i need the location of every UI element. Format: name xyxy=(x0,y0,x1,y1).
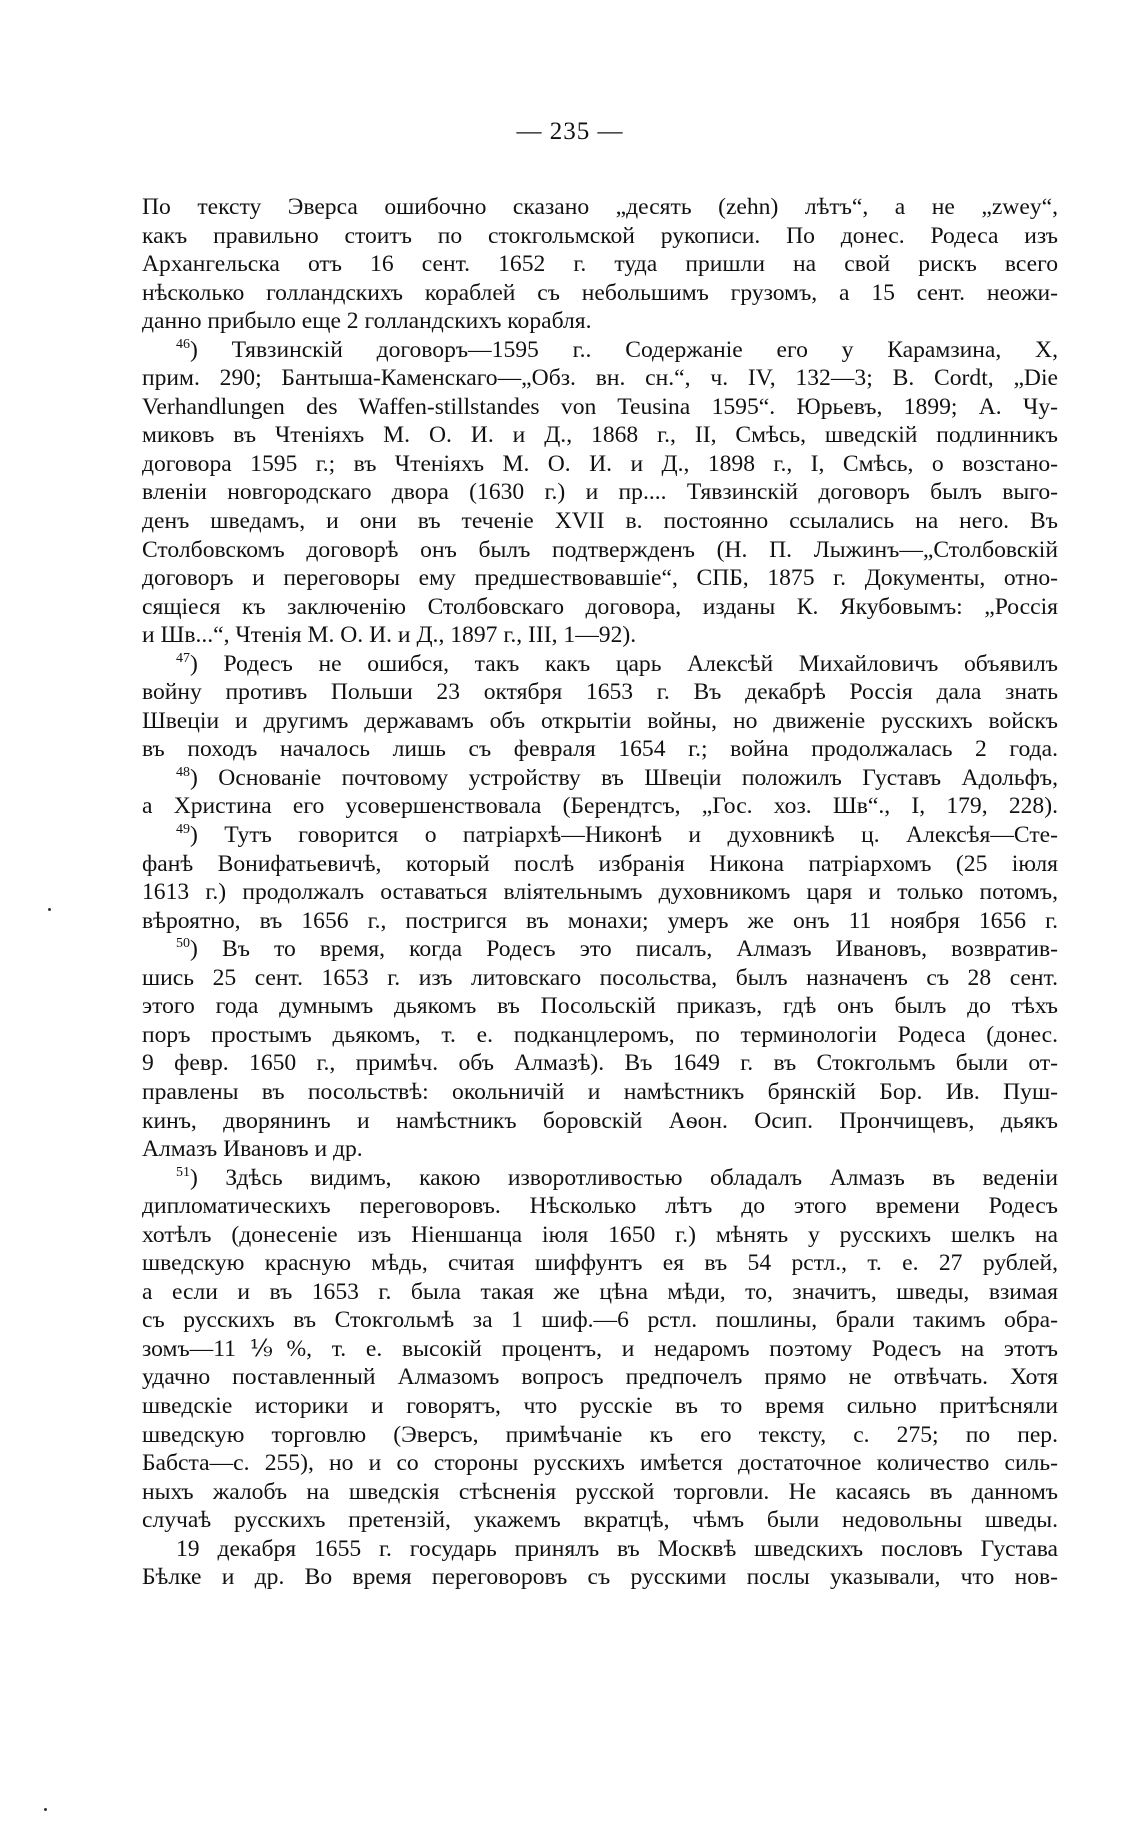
line-text: ныхъ жалобъ на шведскія стѣсненія русской торговли. Не касаясь въ данномъ xyxy=(142,1478,1058,1505)
line-text: дипломатическихъ переговоровъ. Нѣсколько лѣтъ до этого времени Родесъ xyxy=(142,1193,1058,1220)
text-line xyxy=(142,1563,1058,1592)
text-line xyxy=(142,735,1058,764)
text-line xyxy=(142,421,1058,450)
text-line xyxy=(142,1249,1058,1278)
text-line xyxy=(142,593,1058,622)
text-line xyxy=(142,478,1058,507)
text-line xyxy=(142,222,1058,251)
line-text: Verhandlungen des Waffen-stillstandes von Teusina 1595“. Юрьевъ, 1899; А. Чу- xyxy=(142,393,1058,420)
footnote-text-block xyxy=(142,193,1058,1592)
scan-speck xyxy=(48,908,51,911)
line-text: кинъ, дворянинъ и намѣстникъ боровскій Аѳон. Осип. Прончищевъ, дьякъ xyxy=(142,1107,1058,1134)
text-line xyxy=(142,1049,1058,1078)
text-line xyxy=(142,1449,1058,1478)
footnote-line-start xyxy=(142,650,1058,679)
text-line xyxy=(142,707,1058,736)
footnote-marker: 47 xyxy=(176,650,190,666)
text-line xyxy=(142,1192,1058,1221)
line-text: какъ правильно стоитъ по стокгольмской рукописи. По донес. Родеса изъ xyxy=(142,222,1058,249)
line-text: а Христина его усовершенствовала (Берендтсъ, „Гос. хоз. Шв“., I, 179, 228). xyxy=(142,793,1058,820)
text-line xyxy=(142,792,1058,821)
line-text: По тексту Эверса ошибочно сказано „десять (zehn) лѣтъ“, а не „zwey“, xyxy=(142,194,1058,220)
line-text: шведскую красную мѣдь, считая шиффунтъ ея въ 54 рстл., т. е. 27 рублей, xyxy=(142,1250,1058,1277)
text-line xyxy=(142,307,1058,336)
line-text: поръ простымъ дьякомъ, т. е. подканцлеромъ, по терминологіи Родеса (донес. xyxy=(142,1021,1058,1048)
line-text: хотѣлъ (донесеніе изъ Ніеншанца іюля 1650 г.) мѣнять у русскихъ шелкъ на xyxy=(142,1221,1058,1248)
footnote-line-start xyxy=(142,935,1058,964)
text-line xyxy=(142,992,1058,1021)
line-text: миковъ въ Чтеніяхъ М. О. И. и Д., 1868 г., II, Смѣсь, шведскій подлинникъ xyxy=(142,422,1058,449)
line-text: шись 25 сент. 1653 г. изъ литовскаго посольства, былъ назначенъ съ 28 сент. xyxy=(142,964,1058,991)
text-line xyxy=(142,279,1058,308)
text-line xyxy=(142,1278,1058,1307)
line-text: вленіи новгородскаго двора (1630 г.) и пр.... Тявзинскій договоръ былъ выго- xyxy=(142,479,1058,506)
line-text: денъ шведамъ, и они въ теченіе XVII в. постоянно ссылались на него. Въ xyxy=(142,508,1058,535)
line-text: Бѣлке и др. Во время переговоровъ съ русскими послы указывали, что нов- xyxy=(142,1564,1058,1591)
line-text: Столбовскомъ договорѣ онъ былъ подтвержденъ (Н. П. Лыжинъ—„Столбовскій xyxy=(142,536,1058,563)
text-line xyxy=(142,850,1058,879)
line-text: а если и въ 1653 г. была такая же цѣна мѣди, то, значитъ, шведы, взимая xyxy=(142,1278,1058,1305)
text-line xyxy=(142,1535,1058,1564)
line-text: Алмазъ Ивановъ и др. xyxy=(142,1136,363,1163)
footnote-marker: 51 xyxy=(176,1164,190,1180)
line-text: Бабста—с. 255), но и со стороны русскихъ имѣется достаточное количество силь- xyxy=(142,1450,1058,1477)
line-text: зомъ—11⅑%, т. е. высокій процентъ, и недаромъ поэтому Родесъ на этотъ xyxy=(142,1335,1058,1362)
line-text: шведскіе историки и говорятъ, что русскіе въ то время сильно притѣсняли xyxy=(142,1392,1058,1419)
footnote-line-start xyxy=(142,1164,1058,1193)
line-text: войну противъ Польши 23 октября 1653 г. Въ декабрѣ Россія дала знать xyxy=(142,679,1058,706)
line-text: договоръ и переговоры ему предшествовавшіе“, СПБ, 1875 г. Документы, отно- xyxy=(142,565,1058,592)
text-line xyxy=(142,1363,1058,1392)
line-text: съ русскихъ въ Стокгольмѣ за 1 шиф.—6 рстл. пошлины, брали такимъ обра- xyxy=(142,1307,1058,1334)
text-line xyxy=(142,1221,1058,1250)
footnote-marker: 49 xyxy=(176,822,190,838)
line-text: ) Основаніе почтовому устройству въ Швеціи положилъ Густавъ Адольфъ, xyxy=(190,764,1058,791)
text-line xyxy=(142,193,1058,222)
text-line xyxy=(142,1078,1058,1107)
scan-speck xyxy=(44,1808,47,1811)
line-text: нѣсколько голландскихъ кораблей съ небольшимъ грузомъ, а 15 сент. неожи- xyxy=(142,279,1058,306)
page-number: — 235 — xyxy=(516,118,624,145)
line-text: договора 1595 г.; въ Чтеніяхъ М. О. И. и Д., 1898 г., I, Смѣсь, о возстано- xyxy=(142,450,1058,477)
line-text: прим. 290; Бантыша-Каменскаго—„Обз. вн. сн.“, ч. IV, 132—3; B. Cordt, „Die xyxy=(142,365,1058,392)
line-text: удачно поставленный Алмазомъ вопросъ предпочелъ прямо не отвѣчать. Хотя xyxy=(142,1364,1058,1391)
line-text: случаѣ русскихъ претензій, укажемъ вкратцѣ, чѣмъ были недовольны шведы. xyxy=(142,1507,1058,1534)
footnote-line-start xyxy=(142,764,1058,793)
footnote-marker: 46 xyxy=(176,336,190,352)
text-line xyxy=(142,250,1058,279)
line-text: 9 февр. 1650 г., примѣч. объ Алмазѣ). Въ 1649 г. въ Стокгольмъ были от- xyxy=(142,1050,1058,1077)
text-line xyxy=(142,393,1058,422)
text-line xyxy=(142,1135,1058,1164)
text-line xyxy=(142,678,1058,707)
line-text: ) Тутъ говорится о патріархѣ—Никонѣ и духовникѣ ц. Алексѣя—Сте- xyxy=(190,822,1058,849)
text-line xyxy=(142,1506,1058,1535)
text-line xyxy=(142,536,1058,565)
line-text: вѣроятно, въ 1656 г., постригся въ монахи; умеръ же онъ 11 ноября 1656 г. xyxy=(142,907,1058,934)
text-line xyxy=(142,1335,1058,1364)
line-text: фанѣ Вонифатьевичѣ, который послѣ избранія Никона патріархомъ (25 іюля xyxy=(142,850,1058,877)
footnote-marker: 48 xyxy=(176,764,190,780)
line-text: 19 декабря 1655 г. государь принялъ въ Москвѣ шведскихъ пословъ Густава xyxy=(176,1535,1058,1562)
text-line xyxy=(142,564,1058,593)
text-line xyxy=(142,1392,1058,1421)
line-text: правлены въ посольствѣ: окольничій и намѣстникъ брянскій Бор. Ив. Пуш- xyxy=(142,1078,1058,1105)
text-line xyxy=(142,450,1058,479)
line-text: этого года думнымъ дьякомъ въ Посольскій приказъ, гдѣ онъ былъ до тѣхъ xyxy=(142,993,1058,1020)
text-line xyxy=(142,364,1058,393)
text-line xyxy=(142,507,1058,536)
line-text: 1613 г.) продолжалъ оставаться вліятельнымъ духовникомъ царя и только потомъ, xyxy=(142,879,1058,906)
line-text: Архангельска отъ 16 сент. 1652 г. туда пришли на свой рискъ всего xyxy=(142,251,1058,278)
text-line xyxy=(142,964,1058,993)
line-text: ) Родесъ не ошибся, такъ какъ царь Алексѣй Михайловичъ объявилъ xyxy=(190,650,1058,677)
line-text: сящіеся къ заключенію Столбовскаго договора, изданы К. Якубовымъ: „Россія xyxy=(142,593,1058,620)
line-text: Швеціи и другимъ державамъ объ открытіи войны, но движеніе русскихъ войскъ xyxy=(142,707,1058,734)
text-line xyxy=(142,878,1058,907)
line-text: въ походъ началось лишь съ февраля 1654 г.; война продолжалась 2 года. xyxy=(142,736,1058,763)
text-line xyxy=(142,1478,1058,1507)
line-text: ) Въ то время, когда Родесъ это писалъ, Алмазъ Ивановъ, возвратив- xyxy=(190,936,1058,963)
text-line xyxy=(142,1421,1058,1450)
line-text: шведскую торговлю (Эверсъ, примѣчаніе къ его тексту, с. 275; по пер. xyxy=(142,1421,1058,1448)
footnote-line-start xyxy=(142,821,1058,850)
footnote-line-start xyxy=(142,336,1058,365)
text-line xyxy=(142,907,1058,936)
text-line xyxy=(142,1306,1058,1335)
text-line xyxy=(142,621,1058,650)
line-text: ) Здѣсь видимъ, какою изворотливостью обладалъ Алмазъ въ веденіи xyxy=(190,1164,1058,1191)
text-line xyxy=(142,1107,1058,1136)
line-text: данно прибыло еще 2 голландскихъ корабля. xyxy=(142,308,592,335)
text-line xyxy=(142,1021,1058,1050)
footnote-marker: 50 xyxy=(176,936,190,952)
line-text: и Шв...“, Чтенія М. О. И. и Д., 1897 г., III, 1—92). xyxy=(142,622,637,649)
line-text: ) Тявзинскій договоръ—1595 г.. Содержаніе его у Карамзина, X, xyxy=(190,336,1058,363)
